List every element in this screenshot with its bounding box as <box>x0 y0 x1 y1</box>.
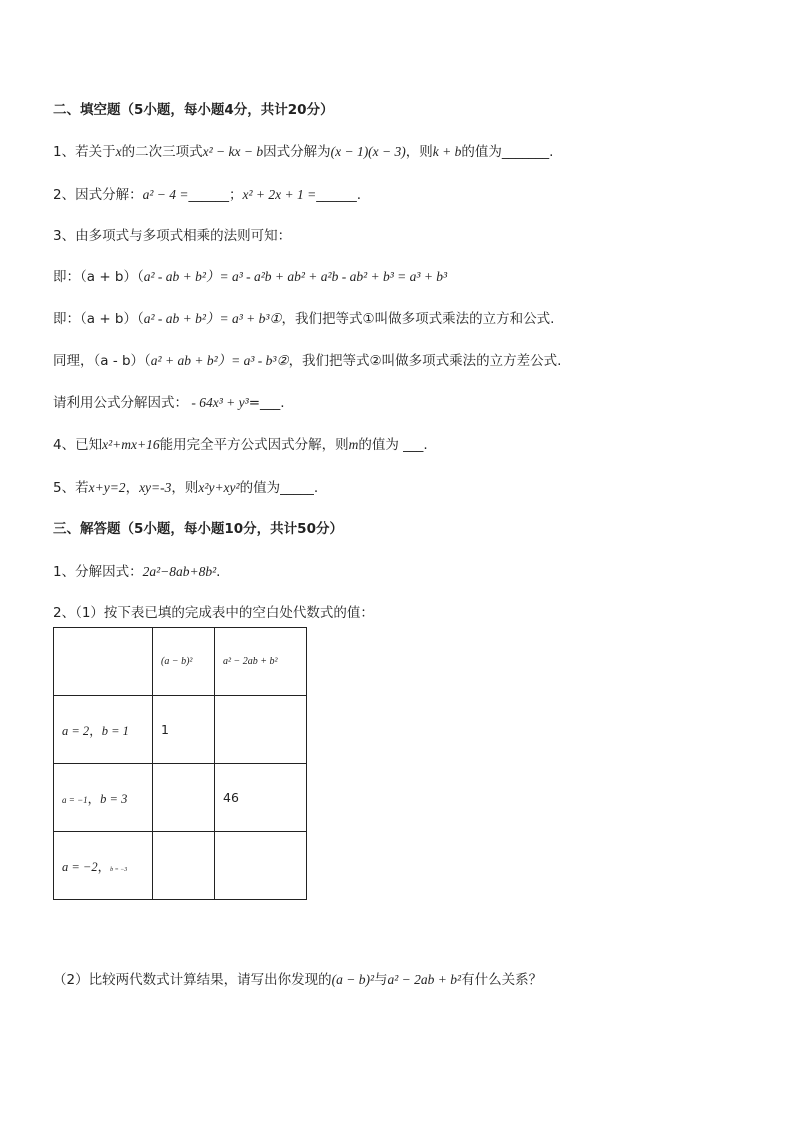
a1-expr: 2a²−8ab+8b² <box>142 564 217 579</box>
question-2 <box>53 186 361 204</box>
a2p2-mid: 与 <box>374 972 388 988</box>
row-label-sep: ， <box>97 858 111 874</box>
table-cell-col1 <box>153 764 215 832</box>
question-3-line-3 <box>53 352 561 370</box>
q3-line3-expr: a² + ab + b² <box>150 353 218 368</box>
section-heading-answer: 三、解答题（5小题，每小题10分，共计50分） <box>53 521 343 537</box>
q3-line1-expr: a² - ab + b² <box>143 269 206 284</box>
q2-prefix: 2、因式分解： <box>53 187 143 203</box>
table-row <box>54 832 307 900</box>
answer-question-2-part-2 <box>53 971 542 989</box>
question-5 <box>53 479 318 497</box>
q2-blank2: ______. <box>316 187 362 203</box>
table-cell-col2: 46 <box>215 764 307 832</box>
q3-line4-suffix: =___. <box>248 395 285 411</box>
q1-suffix: 的值为_______. <box>461 144 554 160</box>
q1-prefix: 1、若关于 <box>53 144 116 160</box>
a1-suffix: . <box>216 564 221 580</box>
row-label-b: b = 1 <box>101 723 129 738</box>
row-label-sep: ， <box>89 722 102 738</box>
q3-line2-expr: a² - ab + b² <box>143 311 206 326</box>
q4-expr: x²+mx+16 <box>102 437 160 452</box>
a2p2-suffix: 有什么关系？ <box>461 972 543 988</box>
a2p2-expr2: a² − 2ab + b² <box>387 972 462 987</box>
section-heading-fill-blank: 二、填空题（5小题，每小题4分，共计20分） <box>53 102 334 118</box>
table-header-col2: a² − 2ab + b² <box>215 628 307 696</box>
q1-mid3: ，则 <box>405 144 433 160</box>
q3-line4-expr: - 64x³ + y³ <box>188 395 249 410</box>
row-label-b: b = −3 <box>110 866 128 873</box>
table-header-row <box>54 628 307 696</box>
question-3-line-4 <box>53 394 285 412</box>
table-row-label <box>54 764 153 832</box>
row-label-sep: ， <box>87 790 101 806</box>
row-label-b: b = 3 <box>100 791 128 806</box>
answer-question-1 <box>53 563 220 581</box>
q4-suffix: 的值为 ___. <box>358 437 428 453</box>
table-cell-col2 <box>215 696 307 764</box>
a1-prefix: 1、分解因式： <box>53 564 143 580</box>
question-3-line-2 <box>53 310 554 328</box>
q5-expr: x²y+xy² <box>198 480 240 495</box>
table-cell-col2 <box>215 832 307 900</box>
q3-line2-mid: ）= a³ + b³① <box>205 311 282 326</box>
a2p2-expr1: (a − b)² <box>331 972 374 987</box>
q1-var-x: x <box>115 144 122 159</box>
q1-mid2: 因式分解为 <box>263 144 331 160</box>
q5-prefix: 5、若 <box>53 480 89 496</box>
q4-var-m: m <box>348 437 359 452</box>
question-1 <box>53 143 553 161</box>
q3-line3-suffix: ，我们把等式②叫做多项式乘法的立方差公式. <box>288 353 562 369</box>
q5-cond1: x+y=2 <box>88 480 126 495</box>
table-row-label <box>54 832 153 900</box>
q3-line2-prefix: 即：（a + b）（ <box>53 311 144 327</box>
question-4 <box>53 436 428 454</box>
q3-line2-suffix: ，我们把等式①叫做多项式乘法的立方和公式. <box>281 311 555 327</box>
q3-line1-prefix: 即：（a + b）（ <box>53 269 144 285</box>
q1-factored: (x − 1)(x − 3) <box>330 144 406 159</box>
table-header-col1: (a − b)² <box>153 628 215 696</box>
table-cell-col1 <box>153 832 215 900</box>
table-row-label <box>54 696 153 764</box>
a2p2-prefix: （2）比较两代数式计算结果，请写出你发现的 <box>53 972 332 988</box>
q3-line1-suffix: ）= a³ - a²b + ab² + a²b - ab² + b³ = a³ + b³ <box>205 269 448 284</box>
q5-comma: ， <box>125 480 140 496</box>
answer-question-2-part-1: 2、（1）按下表已填的完成表中的空白处代数式的值： <box>53 605 374 621</box>
question-3-line-1 <box>53 268 447 286</box>
table-row <box>54 764 307 832</box>
q3-line3-prefix: 同理，（a - b）（ <box>53 353 151 369</box>
table-row <box>54 696 307 764</box>
q1-mid1: 的二次三项式 <box>121 144 203 160</box>
value-table <box>53 627 307 900</box>
q1-sum: k + b <box>432 144 462 159</box>
q3-line4-prefix: 请利用公式分解因式： <box>53 395 188 411</box>
q5-mid: ，则 <box>171 480 199 496</box>
row-label-a: a = −2 <box>62 859 98 874</box>
q4-mid: 能用完全平方公式因式分解，则 <box>159 437 349 453</box>
question-3-intro: 3、由多项式与多项式相乘的法则可知： <box>53 228 292 244</box>
row-label-a: a = 2 <box>62 723 90 738</box>
q1-expression: x² − kx − b <box>202 144 264 159</box>
q2-expr1: a² − 4 = <box>142 187 189 202</box>
q2-expr2: x² + 2x + 1 = <box>242 187 317 202</box>
q3-line3-mid: ）= a³ - b³② <box>217 353 289 368</box>
table-corner-cell <box>54 628 153 696</box>
q4-prefix: 4、已知 <box>53 437 103 453</box>
q2-blank1: ______； <box>188 187 243 203</box>
row-label-a: a = −1 <box>62 794 88 805</box>
table-cell-col1: 1 <box>153 696 215 764</box>
q5-suffix: 的值为_____. <box>239 480 319 496</box>
q5-cond2: xy=-3 <box>139 480 172 495</box>
